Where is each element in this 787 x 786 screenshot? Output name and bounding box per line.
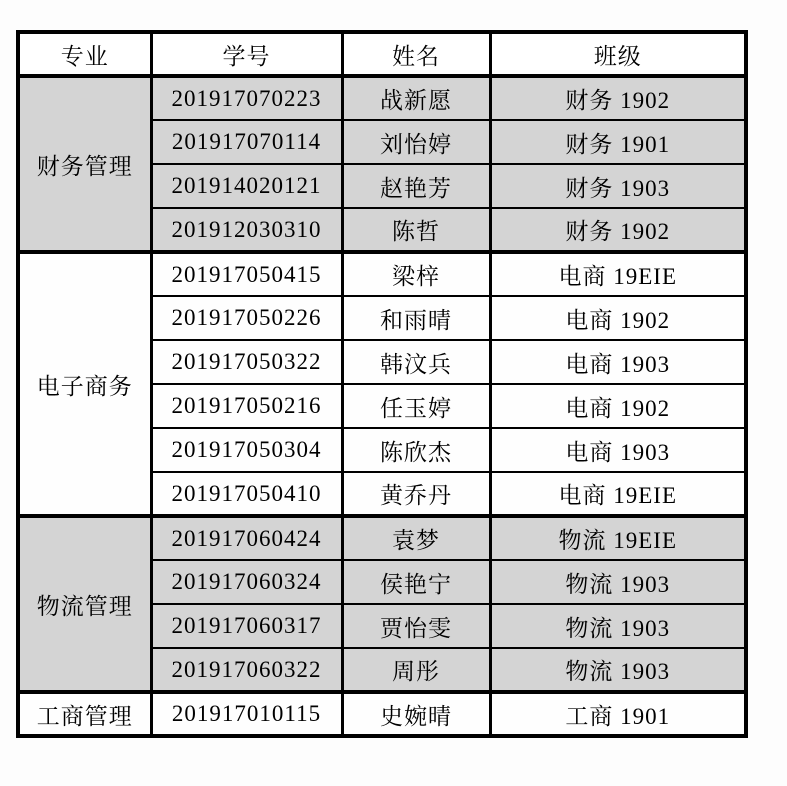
table-row <box>18 252 746 296</box>
class-cell: 工商 1901 <box>490 692 746 736</box>
student-name-cell: 刘怡婷 <box>342 120 490 164</box>
student-name-cell: 赵艳芳 <box>342 164 490 208</box>
class-cell: 财务 1903 <box>490 164 746 208</box>
major-cell: 财务管理 <box>18 76 151 252</box>
student-id-cell: 201917050226 <box>151 296 342 340</box>
student-id-cell: 201917060317 <box>151 604 342 648</box>
student-name-cell: 梁梓 <box>342 252 490 296</box>
column-header-3: 班级 <box>490 32 746 76</box>
class-cell: 电商 1903 <box>490 428 746 472</box>
student-name-cell: 和雨晴 <box>342 296 490 340</box>
major-cell: 物流管理 <box>18 516 151 692</box>
student-id-cell: 201917050216 <box>151 384 342 428</box>
student-id-cell: 201917050415 <box>151 252 342 296</box>
column-header-2: 姓名 <box>342 32 490 76</box>
header-row <box>18 32 746 76</box>
student-id-cell: 201917060324 <box>151 560 342 604</box>
student-name-cell: 陈欣杰 <box>342 428 490 472</box>
student-name-cell: 任玉婷 <box>342 384 490 428</box>
table-body <box>18 76 746 736</box>
table-row <box>18 76 746 120</box>
student-id-cell: 201917060322 <box>151 648 342 692</box>
student-name-cell: 韩汶兵 <box>342 340 490 384</box>
column-header-1: 学号 <box>151 32 342 76</box>
class-cell: 物流 19EIE <box>490 516 746 560</box>
student-id-cell: 201917050410 <box>151 472 342 516</box>
student-id-cell: 201917070223 <box>151 76 342 120</box>
student-name-cell: 贾怡雯 <box>342 604 490 648</box>
student-id-cell: 201917060424 <box>151 516 342 560</box>
student-name-cell: 侯艳宁 <box>342 560 490 604</box>
class-cell: 电商 1902 <box>490 384 746 428</box>
student-id-cell: 201917050322 <box>151 340 342 384</box>
class-cell: 物流 1903 <box>490 604 746 648</box>
student-id-cell: 201914020121 <box>151 164 342 208</box>
class-cell: 电商 19EIE <box>490 252 746 296</box>
student-id-cell: 201917050304 <box>151 428 342 472</box>
class-cell: 财务 1902 <box>490 208 746 252</box>
student-id-cell: 201917010115 <box>151 692 342 736</box>
student-id-cell: 201917070114 <box>151 120 342 164</box>
class-cell: 物流 1903 <box>490 648 746 692</box>
column-header-0: 专业 <box>18 32 151 76</box>
student-id-cell: 201912030310 <box>151 208 342 252</box>
class-cell: 财务 1901 <box>490 120 746 164</box>
student-name-cell: 袁梦 <box>342 516 490 560</box>
student-roster-table <box>16 30 748 738</box>
class-cell: 物流 1903 <box>490 560 746 604</box>
major-cell: 电子商务 <box>18 252 151 516</box>
major-cell: 工商管理 <box>18 692 151 736</box>
student-name-cell: 史婉晴 <box>342 692 490 736</box>
class-cell: 电商 1902 <box>490 296 746 340</box>
table-header <box>18 32 746 76</box>
table-row <box>18 692 746 736</box>
student-name-cell: 战新愿 <box>342 76 490 120</box>
class-cell: 电商 19EIE <box>490 472 746 516</box>
student-name-cell: 黄乔丹 <box>342 472 490 516</box>
table-row <box>18 516 746 560</box>
student-name-cell: 陈哲 <box>342 208 490 252</box>
class-cell: 电商 1903 <box>490 340 746 384</box>
class-cell: 财务 1902 <box>490 76 746 120</box>
student-name-cell: 周彤 <box>342 648 490 692</box>
